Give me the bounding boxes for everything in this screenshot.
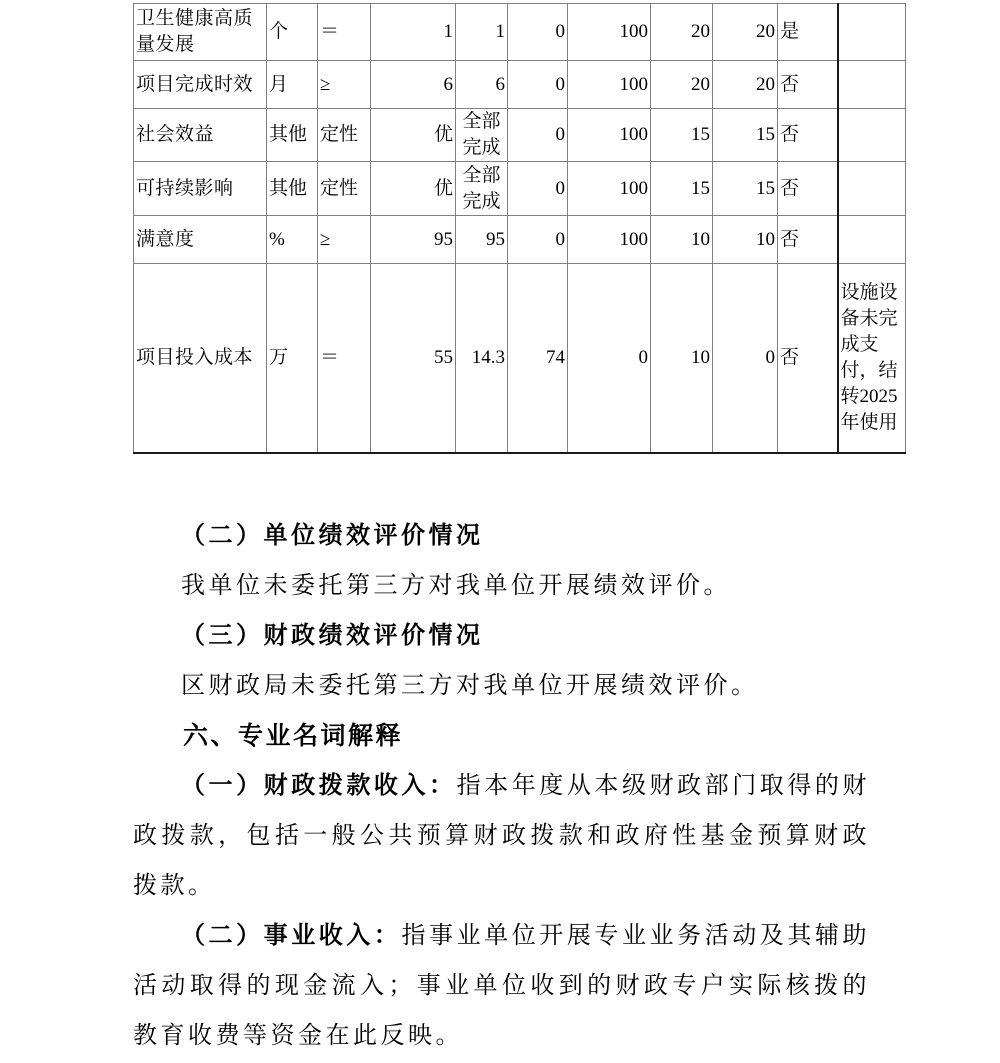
cell-target: 6 — [371, 61, 456, 109]
cell-name: 可持续影响 — [134, 162, 267, 216]
table-row — [134, 4, 906, 61]
term-definition: 指事业单位开展专业业务活动及其辅助活动取得的现金流入；事业单位收到的财政专户实际核拨的教育收费等资金在此反映。 — [133, 923, 870, 1049]
indicator-table-body — [134, 4, 906, 454]
cell-deviation: 74 — [508, 264, 568, 454]
cell-name: 项目投入成本 — [134, 264, 267, 454]
section-heading-fiscal-eval: （三）财政绩效评价情况 — [181, 623, 484, 649]
cell-op: ≥ — [318, 61, 371, 109]
performance-indicator-table — [133, 3, 906, 454]
cell-note — [838, 162, 906, 216]
cell-target: 55 — [371, 264, 456, 454]
section-heading-unit-eval: （二）单位绩效评价情况 — [181, 523, 484, 549]
cell-name: 卫生健康高质量发展 — [134, 4, 267, 61]
paragraph-term-operating-income — [133, 911, 870, 1061]
cell-unit: 个 — [267, 4, 318, 61]
section-heading-glossary: 六、专业名词解释 — [183, 722, 404, 750]
cell-note — [838, 216, 906, 264]
cell-unit: 万 — [267, 264, 318, 454]
cell-target: 优 — [371, 109, 456, 162]
cell-note — [838, 4, 906, 61]
cell-target: 95 — [371, 216, 456, 264]
cell-weight: 10 — [651, 264, 713, 454]
cell-deviation: 0 — [508, 216, 568, 264]
cell-weight: 20 — [651, 61, 713, 109]
cell-rate: 100 — [568, 162, 651, 216]
cell-actual: 6 — [456, 61, 508, 109]
cell-weight: 10 — [651, 216, 713, 264]
cell-flag: 否 — [778, 61, 838, 109]
cell-flag: 否 — [778, 162, 838, 216]
cell-weight: 15 — [651, 162, 713, 216]
term-lead: （二）事业收入： — [181, 923, 402, 949]
document-body — [133, 511, 870, 1061]
cell-op: ＝ — [318, 264, 371, 454]
cell-unit: 其他 — [267, 109, 318, 162]
cell-note — [838, 109, 906, 162]
cell-score: 0 — [713, 264, 778, 454]
cell-rate: 100 — [568, 109, 651, 162]
table-row — [134, 61, 906, 109]
cell-actual: 全部完成 — [456, 109, 508, 162]
cell-flag: 否 — [778, 264, 838, 454]
cell-flag: 否 — [778, 216, 838, 264]
cell-flag: 是 — [778, 4, 838, 61]
term-definition: 指本年度从本级财政部门取得的财政拨款，包括一般公共预算财政拨款和政府性基金预算财政拨款。 — [133, 773, 870, 899]
cell-target: 1 — [371, 4, 456, 61]
cell-unit: % — [267, 216, 318, 264]
cell-unit: 其他 — [267, 162, 318, 216]
cell-note — [838, 61, 906, 109]
cell-deviation: 0 — [508, 61, 568, 109]
cell-op: ＝ — [318, 4, 371, 61]
cell-weight: 20 — [651, 4, 713, 61]
cell-rate: 100 — [568, 61, 651, 109]
cell-deviation: 0 — [508, 162, 568, 216]
cell-rate: 100 — [568, 216, 651, 264]
cell-unit: 月 — [267, 61, 318, 109]
term-lead: （一）财政拨款收入： — [181, 773, 457, 799]
cell-weight: 15 — [651, 109, 713, 162]
cell-op: 定性 — [318, 162, 371, 216]
cell-score: 15 — [713, 162, 778, 216]
cell-target: 优 — [371, 162, 456, 216]
cell-deviation: 0 — [508, 109, 568, 162]
cell-op: ≥ — [318, 216, 371, 264]
cell-score: 20 — [713, 61, 778, 109]
cell-name: 满意度 — [134, 216, 267, 264]
cell-op: 定性 — [318, 109, 371, 162]
paragraph-fiscal-eval: 区财政局未委托第三方对我单位开展绩效评价。 — [181, 673, 759, 699]
document-page — [0, 3, 1000, 1061]
cell-note: 设施设备未完成支付，结转2025年使用 — [838, 264, 906, 454]
table-row — [134, 216, 906, 264]
cell-score: 10 — [713, 216, 778, 264]
cell-name: 社会效益 — [134, 109, 267, 162]
cell-rate: 100 — [568, 4, 651, 61]
cell-actual: 全部完成 — [456, 162, 508, 216]
cell-actual: 1 — [456, 4, 508, 61]
paragraph-term-fiscal-appropriation — [133, 761, 870, 911]
table-row — [134, 264, 906, 454]
cell-name: 项目完成时效 — [134, 61, 267, 109]
table-row — [134, 109, 906, 162]
cell-score: 15 — [713, 109, 778, 162]
cell-actual: 14.3 — [456, 264, 508, 454]
cell-actual: 95 — [456, 216, 508, 264]
cell-score: 20 — [713, 4, 778, 61]
table-row — [134, 162, 906, 216]
paragraph-unit-eval: 我单位未委托第三方对我单位开展绩效评价。 — [181, 573, 731, 599]
cell-rate: 0 — [568, 264, 651, 454]
cell-deviation: 0 — [508, 4, 568, 61]
cell-flag: 否 — [778, 109, 838, 162]
